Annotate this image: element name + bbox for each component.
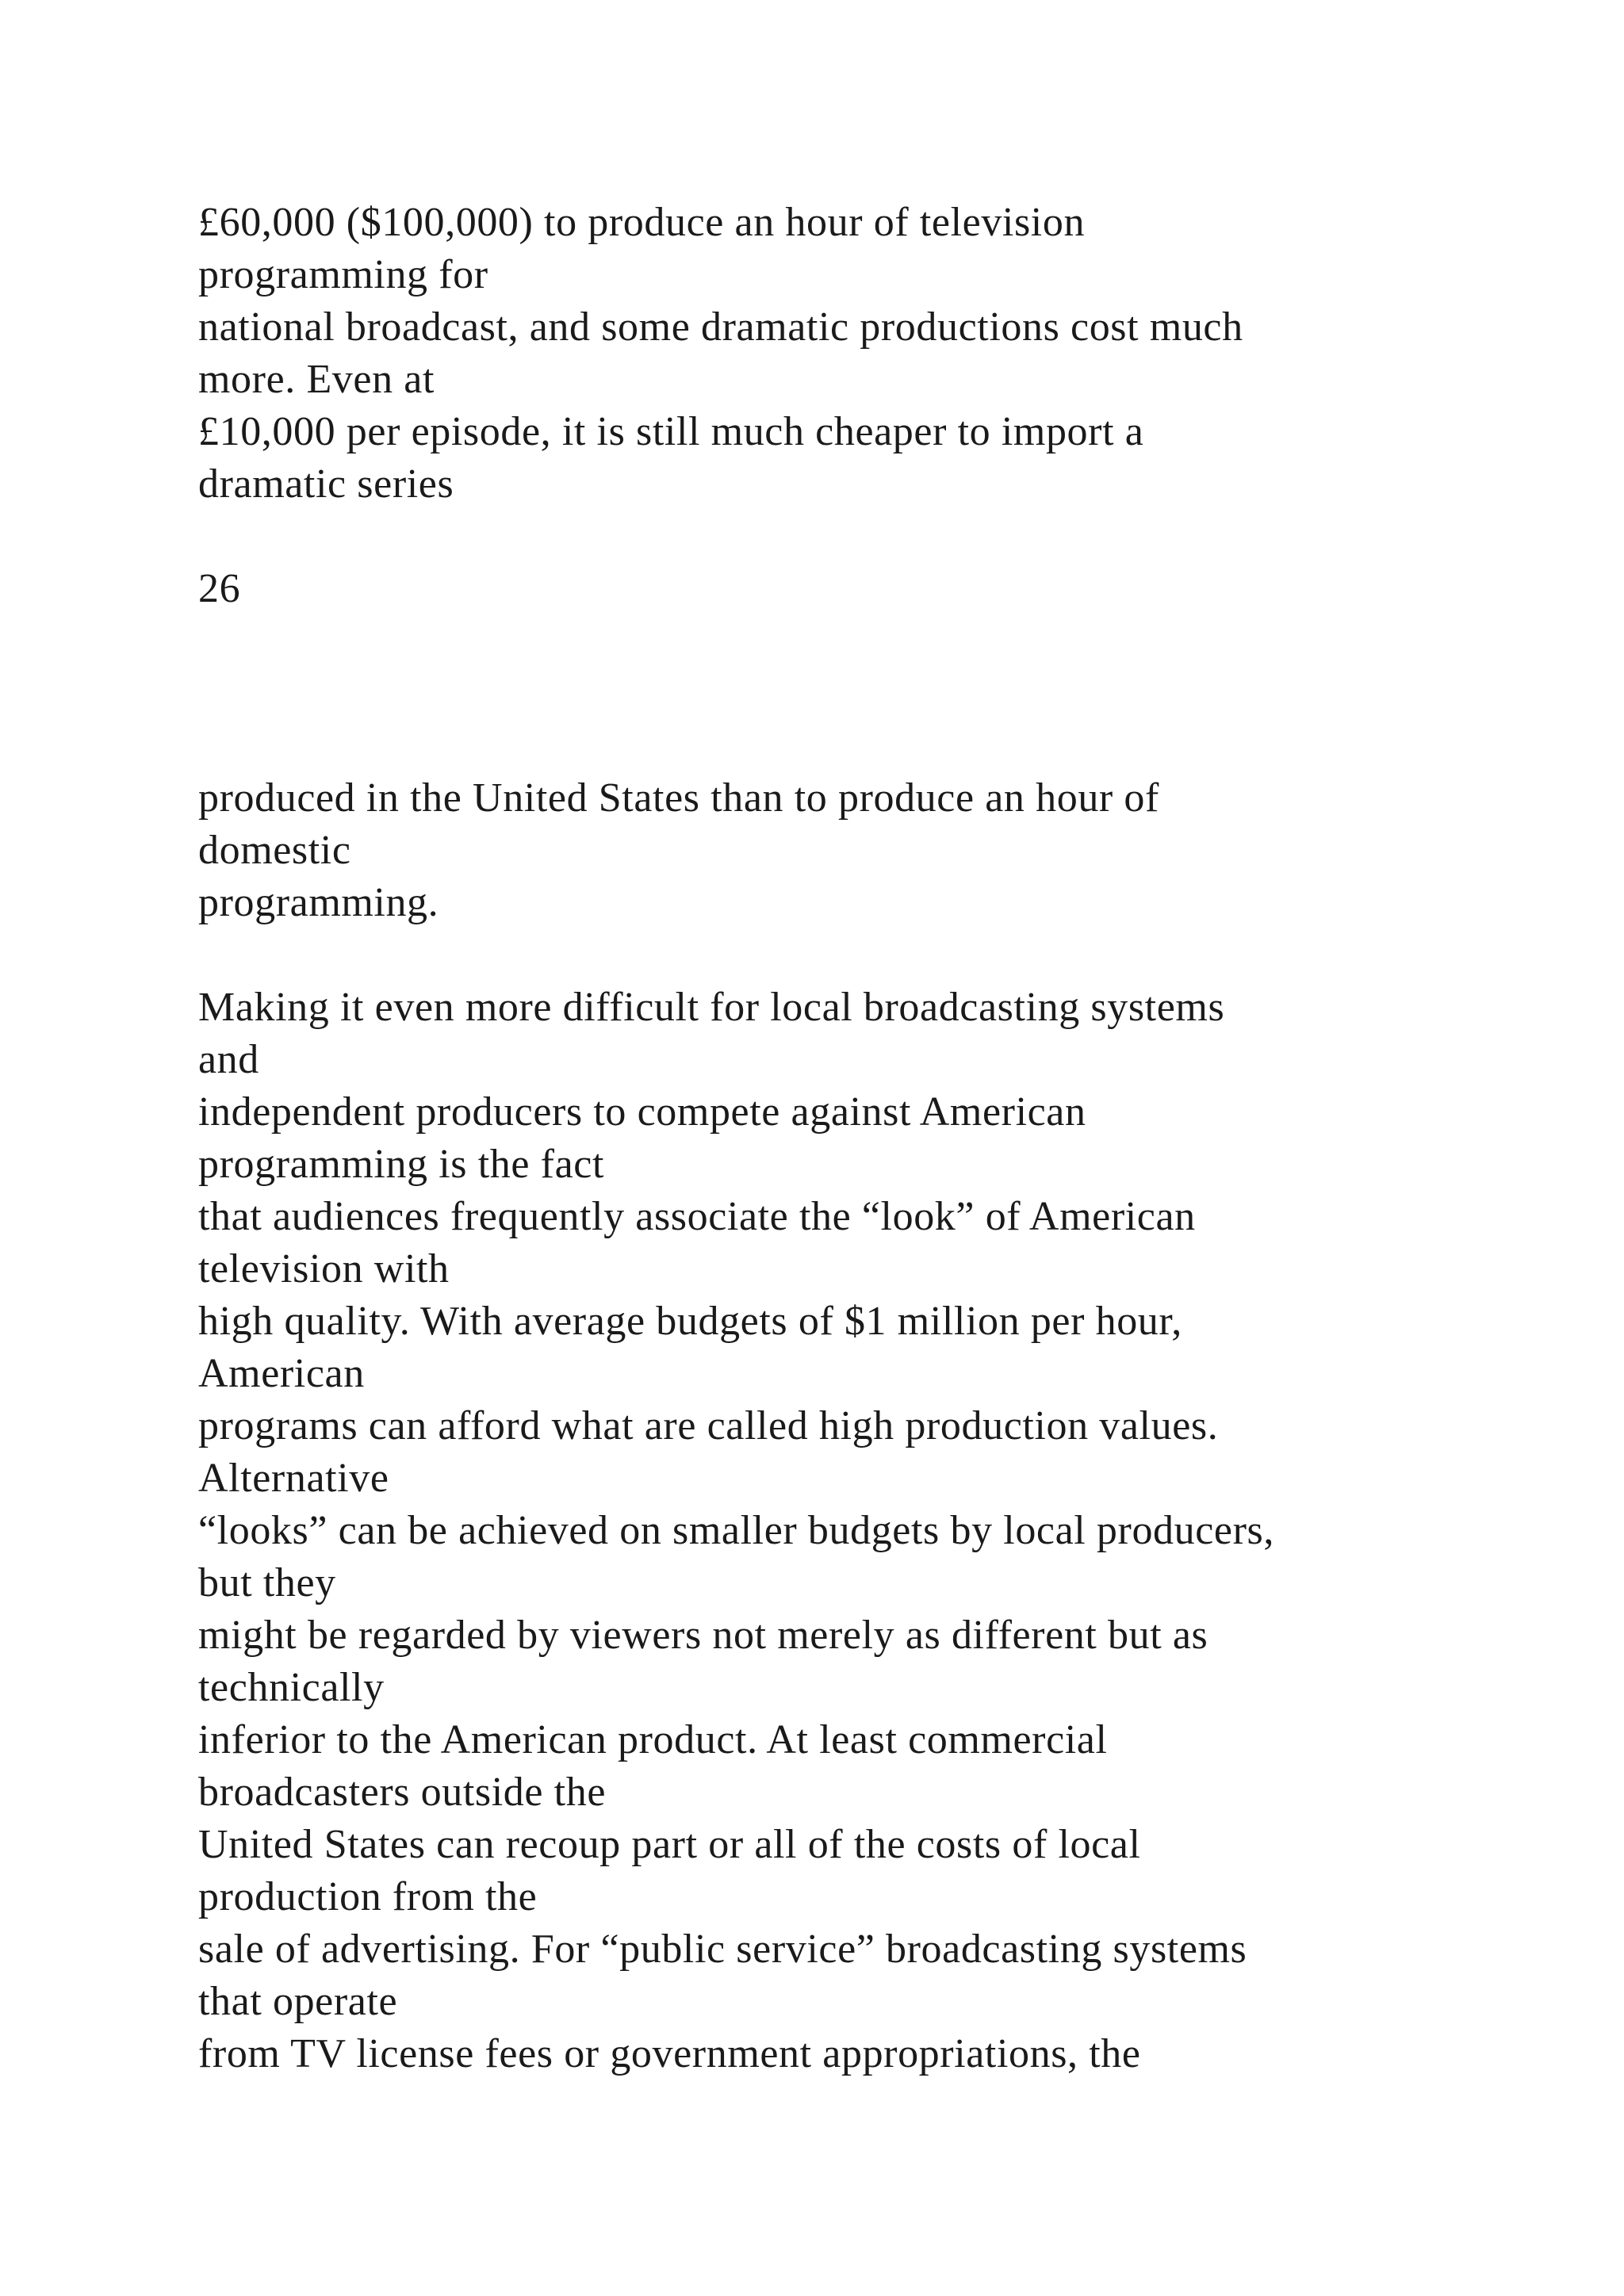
text-line: programming for <box>198 252 488 297</box>
text-line: domestic <box>198 828 351 873</box>
text-line: technically <box>198 1665 385 1710</box>
text-line: more. Even at <box>198 357 435 402</box>
text-line: programs can afford what are called high production values. <box>198 1403 1219 1448</box>
text-line: that operate <box>198 1979 398 2024</box>
text-line: sale of advertising. For “public service” broadcasting systems <box>198 1927 1247 1972</box>
text-line: American <box>198 1351 365 1396</box>
text-line: high quality. With average budgets of $1 million per hour, <box>198 1299 1182 1344</box>
text-line: might be regarded by viewers not merely as different but as <box>198 1613 1208 1658</box>
text-line: broadcasters outside the <box>198 1770 607 1815</box>
text-line: national broadcast, and some dramatic productions cost much <box>198 304 1243 350</box>
text-line: United States can recoup part or all of the costs of local <box>198 1822 1141 1867</box>
text-line: production from the <box>198 1874 538 1919</box>
text-line: and <box>198 1037 259 1082</box>
text-line: produced in the United States than to produce an hour of <box>198 775 1159 821</box>
text-line: £10,000 per episode, it is still much cheaper to import a <box>198 409 1144 454</box>
text-line: from TV license fees or government appropriations, the <box>198 2031 1141 2076</box>
text-line: dramatic series <box>198 461 454 507</box>
page-number: 26 <box>198 566 241 611</box>
text-line: Making it even more difficult for local broadcasting systems <box>198 985 1225 1030</box>
text-line: television with <box>198 1246 450 1292</box>
text-line: independent producers to compete against American <box>198 1089 1086 1135</box>
text-line: but they <box>198 1560 336 1605</box>
text-line: that audiences frequently associate the “look” of American <box>198 1194 1196 1239</box>
text-line: Alternative <box>198 1456 389 1501</box>
text-line: programming is the fact <box>198 1142 604 1187</box>
text-line: programming. <box>198 880 439 925</box>
text-line: £60,000 ($100,000) to produce an hour of television <box>198 200 1086 245</box>
text-line: inferior to the American product. At least commercial <box>198 1717 1108 1762</box>
text-line: “looks” can be achieved on smaller budgets by local producers, <box>198 1508 1274 1553</box>
